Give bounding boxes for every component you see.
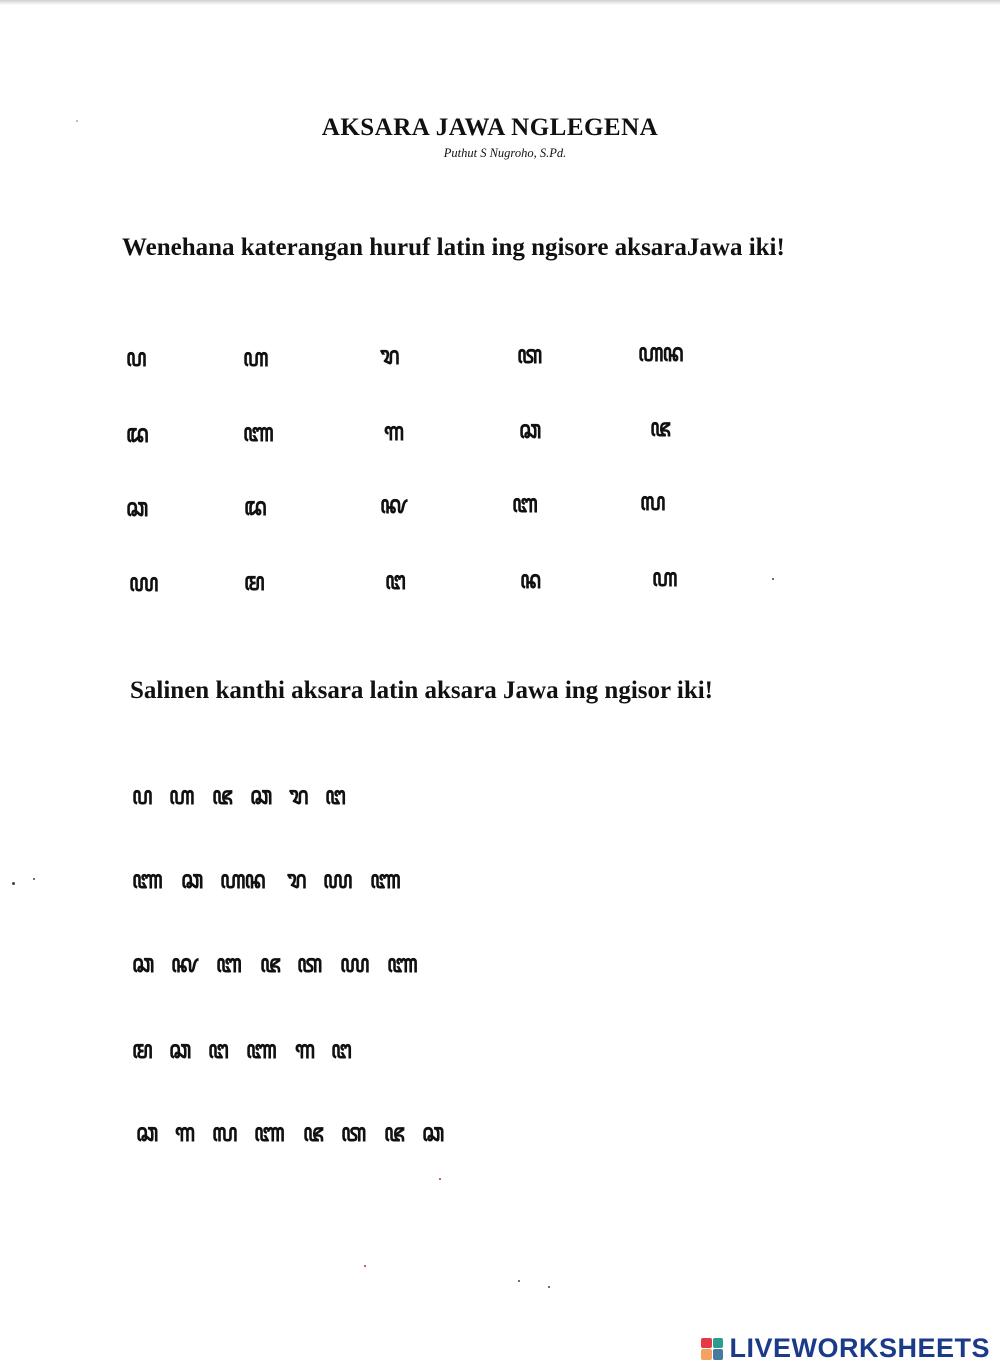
glyph: ꦒ — [294, 1035, 314, 1064]
glyph-cell: ꦤ — [520, 565, 541, 594]
glyph-cell: ꦠ — [517, 340, 542, 369]
glyph: ꦲ — [169, 781, 194, 810]
scan-speck — [518, 1280, 520, 1282]
glyph: ꦚ — [254, 1118, 285, 1147]
glyph: ꦔ — [324, 781, 345, 810]
scan-speck — [33, 878, 35, 880]
glyph-cell: ꦧ — [512, 489, 537, 518]
glyph: ꦠ — [341, 1118, 366, 1147]
liveworksheets-watermark — [701, 1333, 990, 1364]
glyph: ꦗ — [383, 1118, 404, 1147]
glyph: ꦗ — [303, 1118, 324, 1147]
glyph-cell: ꦢ — [244, 492, 266, 521]
glyph-cell: ꦫ — [380, 341, 399, 370]
glyph: ꦫ — [286, 865, 306, 894]
glyph-cell: ꦗ — [650, 413, 671, 442]
glyph-cell: ꦚ — [243, 418, 273, 447]
glyph: ꦕ — [180, 865, 203, 894]
scan-speck — [548, 1286, 550, 1288]
glyph-cell: ꦪ — [129, 568, 158, 597]
glyph: ꦪ — [322, 865, 352, 894]
logo-square — [713, 1349, 724, 1360]
glyph: ꦕ — [132, 949, 154, 978]
scan-speck — [12, 882, 15, 885]
glyph: ꦔ — [208, 1035, 229, 1064]
glyph: ꦕ — [169, 1035, 191, 1064]
glyph-cell: ꦒ — [384, 417, 404, 446]
scan-speck — [772, 578, 774, 580]
glyph: ꦠ — [297, 949, 322, 978]
glyph-line-5 — [136, 1113, 447, 1164]
glyph: ꦕ — [249, 781, 272, 810]
glyph: ꦭ — [211, 1118, 237, 1147]
scan-speck — [76, 120, 78, 122]
logo-square — [701, 1349, 712, 1360]
glyph-cell: ꦕ — [126, 493, 148, 522]
glyph-cell: ꦥ — [126, 343, 146, 372]
glyph: ꦲꦤ — [220, 865, 265, 894]
glyph: ꦕ — [421, 1118, 443, 1147]
glyph: ꦚ — [245, 1035, 276, 1064]
instruction-1: Wenehana katerangan huruf latin ing ngisore aksaraJawa iki! — [122, 234, 785, 261]
glyph: ꦑ — [171, 949, 198, 978]
glyph-cell: ꦢ — [126, 419, 148, 448]
author-credit: Puthut S Nugroho, S.Pd. — [443, 146, 567, 160]
glyph: ꦗ — [211, 781, 233, 810]
instruction-2: Salinen kanthi aksara latin aksara Jawa ing ngisor iki! — [130, 677, 714, 704]
brand-name: LIVEWORKSHEETS — [729, 1333, 990, 1363]
glyph-line-4 — [132, 1030, 355, 1081]
glyph: ꦫ — [288, 781, 308, 810]
logo-square — [713, 1338, 724, 1349]
glyph-cell: ꦲꦤ — [638, 338, 683, 367]
scan-speck — [439, 1178, 441, 1180]
glyph: ꦚ — [370, 865, 400, 894]
glyph-cell: ꦔ — [385, 566, 405, 595]
glyph: ꦚ — [132, 865, 162, 894]
glyph-cell: ꦭ — [640, 487, 665, 516]
glyph: ꦔ — [331, 1035, 352, 1064]
glyph: ꦚ — [387, 949, 418, 978]
liveworksheets-logo-icon — [701, 1338, 723, 1360]
glyph-cell: ꦩ — [244, 567, 264, 596]
scan-edge — [0, 0, 1000, 5]
glyph: ꦪ — [339, 949, 369, 978]
glyph: ꦩ — [132, 1035, 152, 1064]
glyph: ꦕ — [136, 1118, 158, 1147]
scan-speck — [364, 1265, 366, 1267]
glyph-cell: ꦲ — [652, 563, 677, 592]
glyph-line-2 — [132, 860, 405, 911]
glyph-cell: ꦲ — [243, 343, 268, 372]
glyph: ꦒ — [175, 1118, 195, 1147]
logo-square — [701, 1338, 712, 1349]
glyph-line-3 — [132, 944, 422, 995]
glyph-line-1 — [132, 776, 348, 827]
glyph: ꦧ — [216, 949, 242, 978]
glyph-cell: ꦕ — [519, 415, 541, 444]
glyph-cell: ꦑ — [380, 490, 407, 519]
glyph: ꦥ — [132, 781, 152, 810]
glyph: ꦗ — [259, 949, 280, 978]
page-title: AKSARA JAWA NGLEGENA — [321, 114, 659, 141]
